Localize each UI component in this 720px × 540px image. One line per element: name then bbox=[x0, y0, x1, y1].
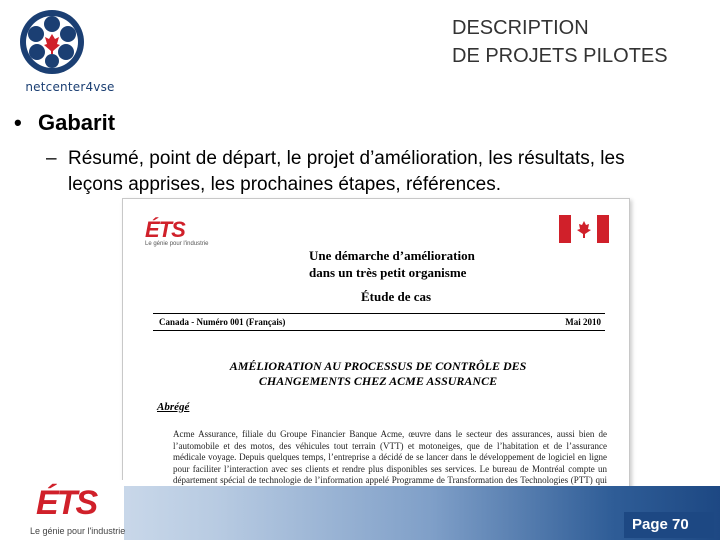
canada-flag-icon bbox=[559, 215, 609, 243]
doc-meta-right: Mai 2010 bbox=[565, 317, 601, 327]
title-line-1: DESCRIPTION bbox=[452, 17, 589, 39]
doc-subheading: Étude de cas bbox=[361, 289, 432, 304]
page-title bbox=[452, 14, 668, 70]
footer-ets-logo: ÉTS bbox=[36, 484, 97, 522]
title-line-2: DE PROJETS PILOTES bbox=[452, 45, 668, 67]
doc-rule-bottom bbox=[153, 330, 605, 331]
doc-title-line-2: CHANGEMENTS CHEZ ACME ASSURANCE bbox=[258, 374, 498, 388]
logo-text: netcenter4vse bbox=[25, 80, 115, 94]
doc-meta-left: Canada - Numéro 001 (Français) bbox=[159, 317, 286, 327]
doc-ets-logo: ÉTS bbox=[145, 217, 185, 242]
doc-heading-line-1: Une démarche d’amélioration bbox=[309, 248, 475, 263]
dash-icon: – bbox=[46, 148, 57, 169]
doc-heading bbox=[309, 247, 475, 281]
footer-ets-tagline: Le génie pour l'industrie bbox=[30, 526, 126, 536]
doc-section-heading: Abrégé bbox=[157, 401, 190, 413]
doc-heading-line-2: dans un très petit organisme bbox=[309, 265, 467, 280]
logo-circle-icon bbox=[10, 6, 130, 80]
page-number: Page 70 bbox=[632, 516, 689, 533]
doc-title-line-1: AMÉLIORATION AU PROCESSUS DE CONTRÔLE DES bbox=[229, 359, 527, 373]
bullet-item bbox=[14, 110, 115, 136]
netcenter-logo bbox=[10, 6, 130, 98]
case-study-document-image bbox=[122, 198, 630, 518]
bullet-label: Gabarit bbox=[38, 110, 116, 135]
sub-line-1: Résumé, point de départ, le projet d’amélioration, les résultats, les bbox=[68, 148, 625, 169]
doc-rule-top bbox=[153, 313, 605, 314]
sub-line-2: leçons apprises, les prochaines étapes, références. bbox=[68, 174, 502, 195]
sub-bullet bbox=[46, 146, 716, 198]
doc-ets-tagline: Le génie pour l'industrie bbox=[145, 241, 209, 247]
doc-body-text: Acme Assurance, filiale du Groupe Financier Banque Acme, œuvre dans le secteur des assurances, aussi bien de l’automobile et des motos, des véhicules tout terrain (VTT) et motoneiges, que de l’habitation et de l’assurance médicale voyage. Depuis quelques temps, l’entreprise a décidé de se lancer dans le développement de logiciel en ligne pour faciliter l’interaction avec ses clients et rendre plus disponibles ses services. Le bureau de Montréal compte un département spécial de technologie de l’information appelé Programme de Transformation des Technologies (PTT) qui bbox=[173, 429, 607, 485]
bullet-dot-icon: • bbox=[14, 110, 22, 135]
doc-title bbox=[163, 359, 593, 389]
